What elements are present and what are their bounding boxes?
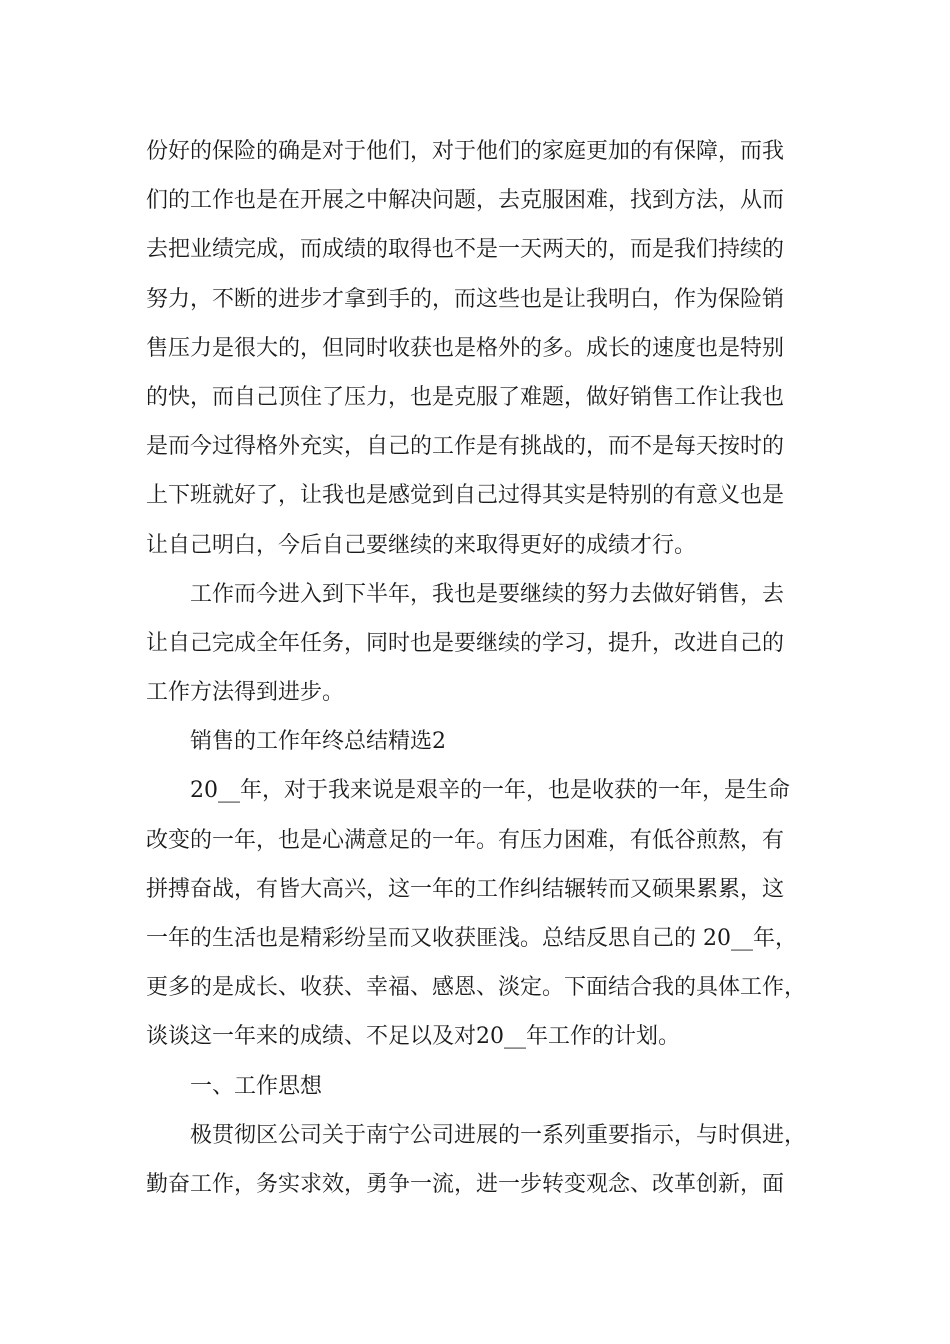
- text-line: 更多的是成长、收获、幸福、感恩、淡定。下面结合我的具体工作，: [146, 975, 807, 1001]
- text-line: 勤奋工作，务实求效，勇争一流，进一步转变观念、改革创新，面: [146, 1171, 785, 1197]
- paragraph-start-line: 工作而今进入到下半年，我也是要继续的努力去做好销售，去: [190, 581, 785, 607]
- text-line: 谈谈这一年来的成绩、不足以及对20__年工作的计划。: [146, 1024, 680, 1050]
- text-line: 努力，不断的进步才拿到手的，而这些也是让我明白，作为保险销: [146, 286, 785, 312]
- text-line: 一年的生活也是精彩纷呈而又收获匪浅。总结反思自己的 20__年，: [146, 926, 797, 951]
- text-line: 是而今过得格外充实，自己的工作是有挑战的，而不是每天按时的: [146, 434, 785, 460]
- document-body: [146, 127, 836, 1209]
- text-line: 拼搏奋战，有皆大高兴，这一年的工作纠结辗转而又硕果累累，这: [146, 876, 785, 902]
- paragraph-start-line: 20__年，对于我来说是艰辛的一年，也是收获的一年，是生命: [190, 778, 790, 804]
- text-line: 上下班就好了，让我也是感觉到自己过得其实是特别的有意义也是: [146, 483, 785, 509]
- text-line: 去把业绩完成，而成绩的取得也不是一天两天的，而是我们持续的: [146, 237, 785, 263]
- paragraph-start-line: 极贯彻区公司关于南宁公司进展的一系列重要指示，与时俱进，: [190, 1122, 807, 1148]
- text-line: 的快，而自己顶住了压力，也是克服了难题，做好销售工作让我也: [146, 384, 785, 410]
- section-heading: 销售的工作年终总结精选2: [190, 729, 446, 755]
- text-line: 让自己明白，今后自己要继续的来取得更好的成绩才行。: [146, 532, 697, 558]
- text-line: 工作方法得到进步。: [146, 680, 345, 706]
- text-line: 们的工作也是在开展之中解决问题，去克服困难，找到方法，从而: [146, 188, 785, 214]
- subsection-heading: 一、工作思想: [190, 1073, 323, 1099]
- text-line: 份好的保险的确是对于他们，对于他们的家庭更加的有保障，而我: [146, 139, 785, 164]
- text-line: 让自己完成全年任务，同时也是要继续的学习，提升，改进自己的: [146, 630, 785, 656]
- text-line: 改变的一年，也是心满意足的一年。有压力困难，有低谷煎熬，有: [146, 827, 785, 853]
- text-line: 售压力是很大的，但同时收获也是格外的多。成长的速度也是特别: [146, 335, 785, 361]
